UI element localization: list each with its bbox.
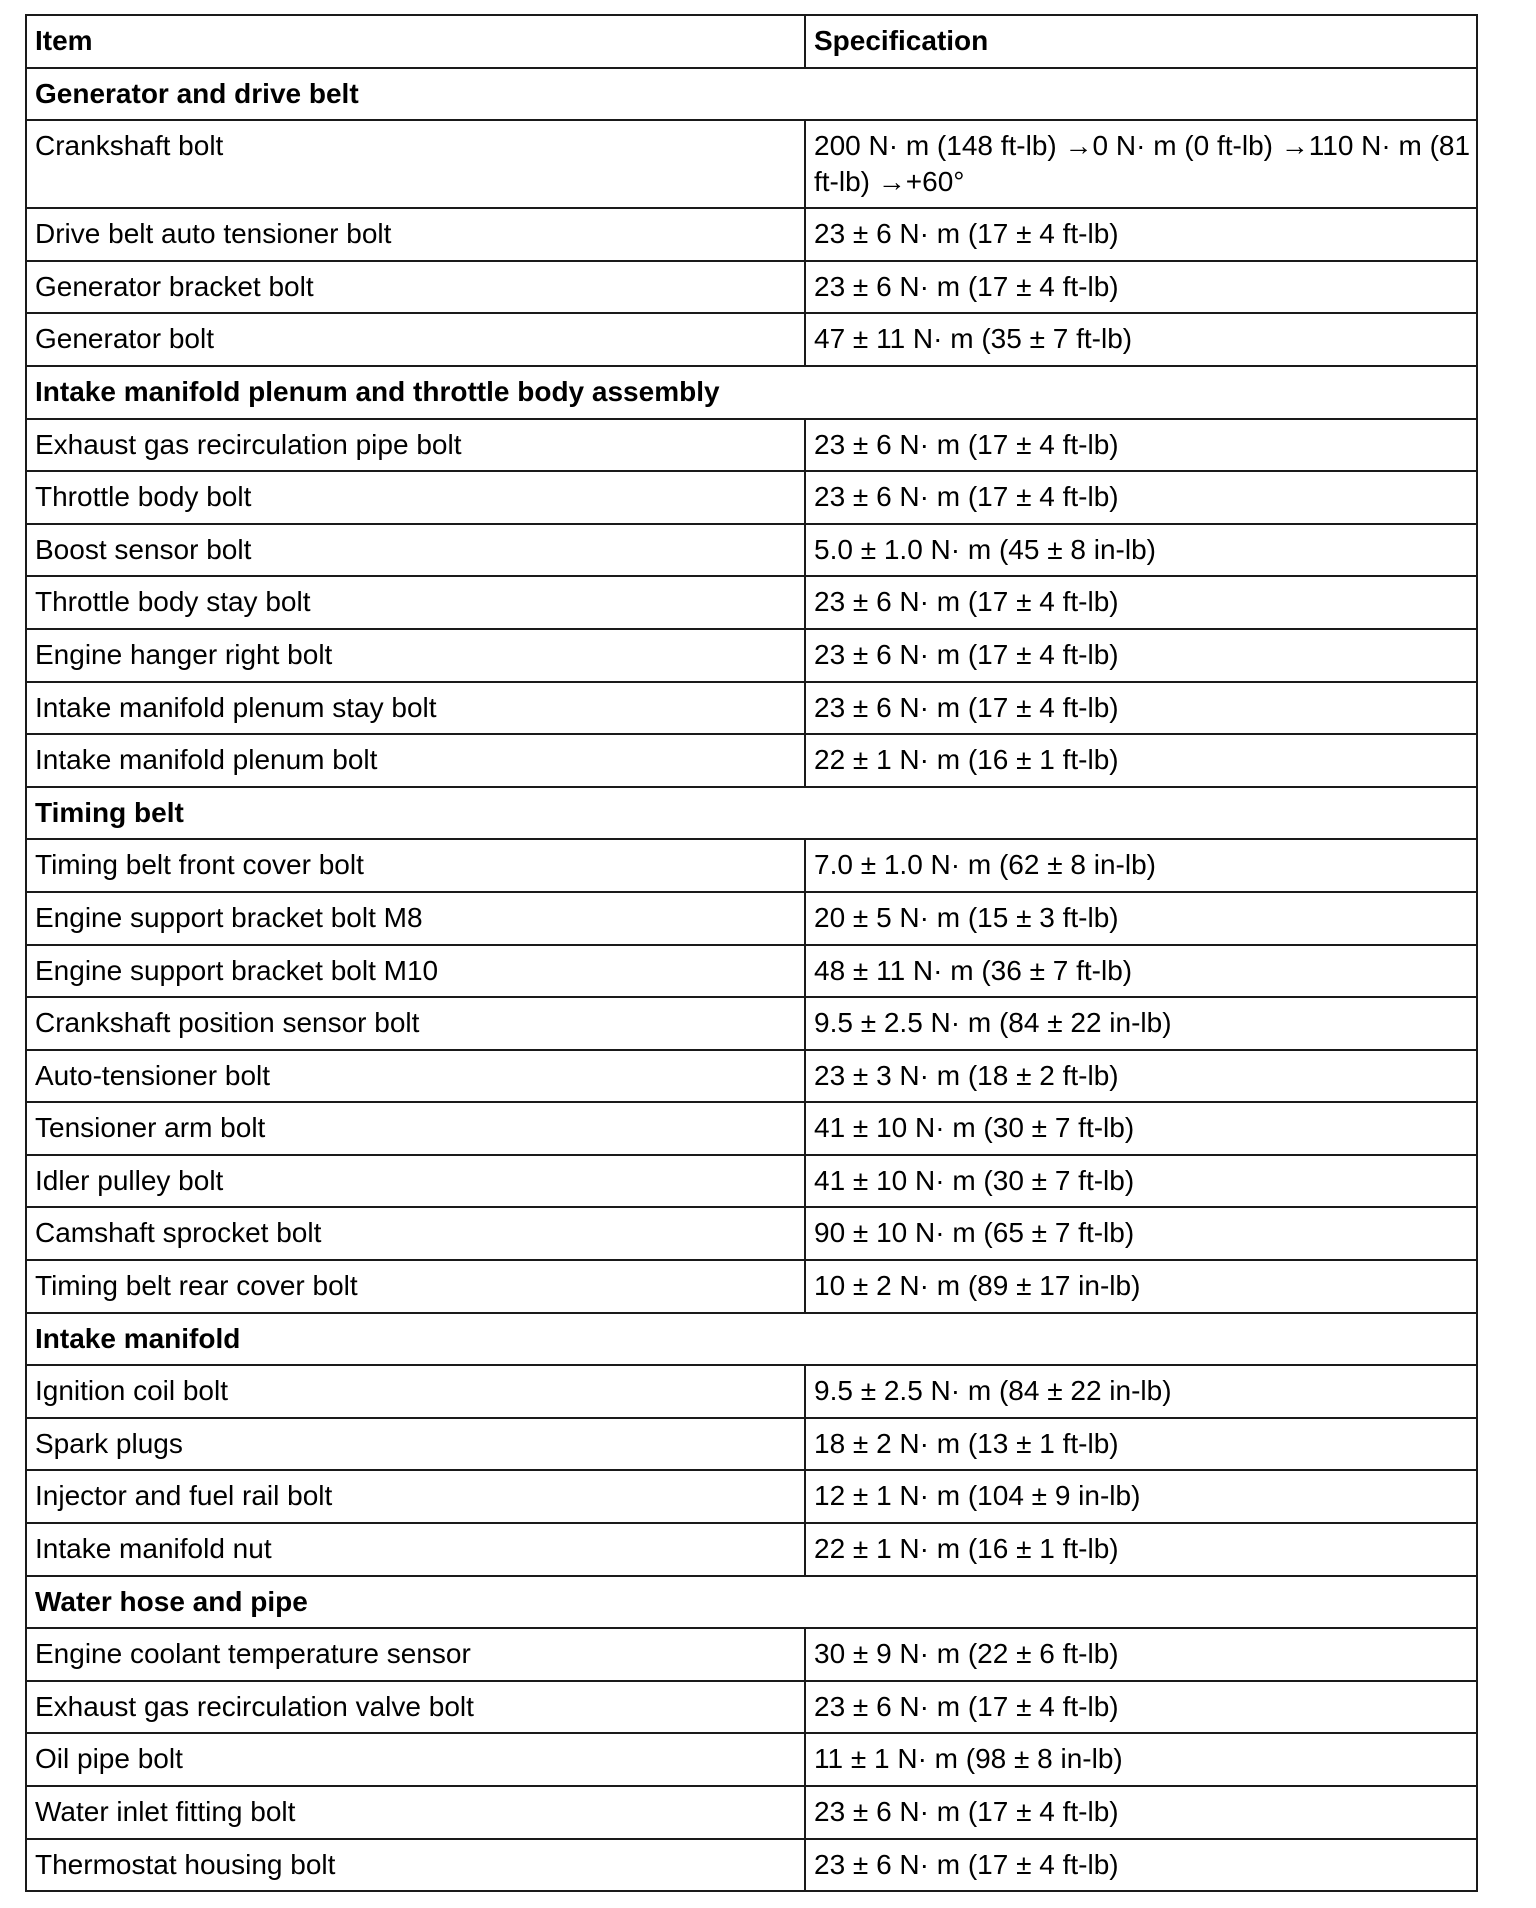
table-row bbox=[26, 1628, 1477, 1681]
section-title: Timing belt bbox=[26, 787, 1477, 840]
section-title: Intake manifold plenum and throttle body assembly bbox=[26, 366, 1477, 419]
item-cell: Injector and fuel rail bolt bbox=[26, 1470, 805, 1523]
specification-cell: 23 ± 6 N· m (17 ± 4 ft-lb) bbox=[805, 1839, 1477, 1892]
item-cell: Thermostat housing bolt bbox=[26, 1839, 805, 1892]
section-title: Generator and drive belt bbox=[26, 68, 1477, 121]
table-row bbox=[26, 1786, 1477, 1839]
specification-cell: 9.5 ± 2.5 N· m (84 ± 22 in-lb) bbox=[805, 1365, 1477, 1418]
table-row bbox=[26, 839, 1477, 892]
item-cell: Spark plugs bbox=[26, 1418, 805, 1471]
specification-cell: 23 ± 6 N· m (17 ± 4 ft-lb) bbox=[805, 261, 1477, 314]
column-header-item: Item bbox=[26, 15, 805, 68]
item-cell: Drive belt auto tensioner bolt bbox=[26, 208, 805, 261]
table-row bbox=[26, 1839, 1477, 1892]
specification-cell: 23 ± 3 N· m (18 ± 2 ft-lb) bbox=[805, 1050, 1477, 1103]
table-row bbox=[26, 1470, 1477, 1523]
item-cell: Intake manifold plenum bolt bbox=[26, 734, 805, 787]
specification-cell: 9.5 ± 2.5 N· m (84 ± 22 in-lb) bbox=[805, 997, 1477, 1050]
specification-cell: 20 ± 5 N· m (15 ± 3 ft-lb) bbox=[805, 892, 1477, 945]
item-cell: Water inlet fitting bolt bbox=[26, 1786, 805, 1839]
specification-cell: 47 ± 11 N· m (35 ± 7 ft-lb) bbox=[805, 313, 1477, 366]
table-row bbox=[26, 682, 1477, 735]
specification-cell: 23 ± 6 N· m (17 ± 4 ft-lb) bbox=[805, 208, 1477, 261]
table-row bbox=[26, 419, 1477, 472]
item-cell: Timing belt rear cover bolt bbox=[26, 1260, 805, 1313]
specification-cell: 23 ± 6 N· m (17 ± 4 ft-lb) bbox=[805, 629, 1477, 682]
table-row bbox=[26, 945, 1477, 998]
section-row bbox=[26, 1313, 1477, 1366]
item-cell: Engine coolant temperature sensor bbox=[26, 1628, 805, 1681]
item-cell: Intake manifold plenum stay bolt bbox=[26, 682, 805, 735]
table-row bbox=[26, 313, 1477, 366]
item-cell: Ignition coil bolt bbox=[26, 1365, 805, 1418]
section-title: Intake manifold bbox=[26, 1313, 1477, 1366]
specification-cell: 200 N· m (148 ft-lb) →0 N· m (0 ft-lb) →110 N· m (81 ft-lb) →+60° bbox=[805, 120, 1477, 208]
item-cell: Exhaust gas recirculation valve bolt bbox=[26, 1681, 805, 1734]
table-header-row bbox=[26, 15, 1477, 68]
item-cell: Idler pulley bolt bbox=[26, 1155, 805, 1208]
torque-spec-table bbox=[25, 14, 1478, 1892]
table-row bbox=[26, 1050, 1477, 1103]
specification-cell: 10 ± 2 N· m (89 ± 17 in-lb) bbox=[805, 1260, 1477, 1313]
item-cell: Tensioner arm bolt bbox=[26, 1102, 805, 1155]
table-row bbox=[26, 1681, 1477, 1734]
item-cell: Throttle body bolt bbox=[26, 471, 805, 524]
table-row bbox=[26, 1733, 1477, 1786]
column-header-specification: Specification bbox=[805, 15, 1477, 68]
table-row bbox=[26, 1207, 1477, 1260]
item-cell: Boost sensor bolt bbox=[26, 524, 805, 577]
item-cell: Crankshaft position sensor bolt bbox=[26, 997, 805, 1050]
item-cell: Intake manifold nut bbox=[26, 1523, 805, 1576]
section-row bbox=[26, 787, 1477, 840]
specification-cell: 23 ± 6 N· m (17 ± 4 ft-lb) bbox=[805, 576, 1477, 629]
specification-cell: 22 ± 1 N· m (16 ± 1 ft-lb) bbox=[805, 1523, 1477, 1576]
table-row bbox=[26, 524, 1477, 577]
specification-cell: 7.0 ± 1.0 N· m (62 ± 8 in-lb) bbox=[805, 839, 1477, 892]
specification-cell: 48 ± 11 N· m (36 ± 7 ft-lb) bbox=[805, 945, 1477, 998]
specification-cell: 23 ± 6 N· m (17 ± 4 ft-lb) bbox=[805, 471, 1477, 524]
table-row bbox=[26, 1523, 1477, 1576]
specification-cell: 23 ± 6 N· m (17 ± 4 ft-lb) bbox=[805, 1786, 1477, 1839]
specification-cell: 41 ± 10 N· m (30 ± 7 ft-lb) bbox=[805, 1155, 1477, 1208]
table-row bbox=[26, 1260, 1477, 1313]
table-row bbox=[26, 576, 1477, 629]
table-row bbox=[26, 1418, 1477, 1471]
table-row bbox=[26, 1365, 1477, 1418]
table-row bbox=[26, 208, 1477, 261]
specification-cell: 23 ± 6 N· m (17 ± 4 ft-lb) bbox=[805, 1681, 1477, 1734]
item-cell: Crankshaft bolt bbox=[26, 120, 805, 208]
table-row bbox=[26, 997, 1477, 1050]
specification-cell: 22 ± 1 N· m (16 ± 1 ft-lb) bbox=[805, 734, 1477, 787]
specification-cell: 23 ± 6 N· m (17 ± 4 ft-lb) bbox=[805, 419, 1477, 472]
item-cell: Oil pipe bolt bbox=[26, 1733, 805, 1786]
specification-cell: 23 ± 6 N· m (17 ± 4 ft-lb) bbox=[805, 682, 1477, 735]
specification-cell: 18 ± 2 N· m (13 ± 1 ft-lb) bbox=[805, 1418, 1477, 1471]
table-row bbox=[26, 892, 1477, 945]
item-cell: Engine support bracket bolt M8 bbox=[26, 892, 805, 945]
specification-cell: 30 ± 9 N· m (22 ± 6 ft-lb) bbox=[805, 1628, 1477, 1681]
item-cell: Auto-tensioner bolt bbox=[26, 1050, 805, 1103]
section-row bbox=[26, 366, 1477, 419]
specification-cell: 5.0 ± 1.0 N· m (45 ± 8 in-lb) bbox=[805, 524, 1477, 577]
section-row bbox=[26, 1576, 1477, 1629]
table-row bbox=[26, 629, 1477, 682]
item-cell: Generator bolt bbox=[26, 313, 805, 366]
section-row bbox=[26, 68, 1477, 121]
table-row bbox=[26, 120, 1477, 208]
specification-cell: 11 ± 1 N· m (98 ± 8 in-lb) bbox=[805, 1733, 1477, 1786]
item-cell: Exhaust gas recirculation pipe bolt bbox=[26, 419, 805, 472]
item-cell: Throttle body stay bolt bbox=[26, 576, 805, 629]
section-title: Water hose and pipe bbox=[26, 1576, 1477, 1629]
table-body bbox=[26, 68, 1477, 1892]
table-row bbox=[26, 471, 1477, 524]
specification-cell: 12 ± 1 N· m (104 ± 9 in-lb) bbox=[805, 1470, 1477, 1523]
item-cell: Engine hanger right bolt bbox=[26, 629, 805, 682]
specification-cell: 41 ± 10 N· m (30 ± 7 ft-lb) bbox=[805, 1102, 1477, 1155]
table-row bbox=[26, 734, 1477, 787]
table-row bbox=[26, 261, 1477, 314]
item-cell: Engine support bracket bolt M10 bbox=[26, 945, 805, 998]
table-row bbox=[26, 1102, 1477, 1155]
item-cell: Camshaft sprocket bolt bbox=[26, 1207, 805, 1260]
item-cell: Generator bracket bolt bbox=[26, 261, 805, 314]
item-cell: Timing belt front cover bolt bbox=[26, 839, 805, 892]
table-row bbox=[26, 1155, 1477, 1208]
specification-cell: 90 ± 10 N· m (65 ± 7 ft-lb) bbox=[805, 1207, 1477, 1260]
